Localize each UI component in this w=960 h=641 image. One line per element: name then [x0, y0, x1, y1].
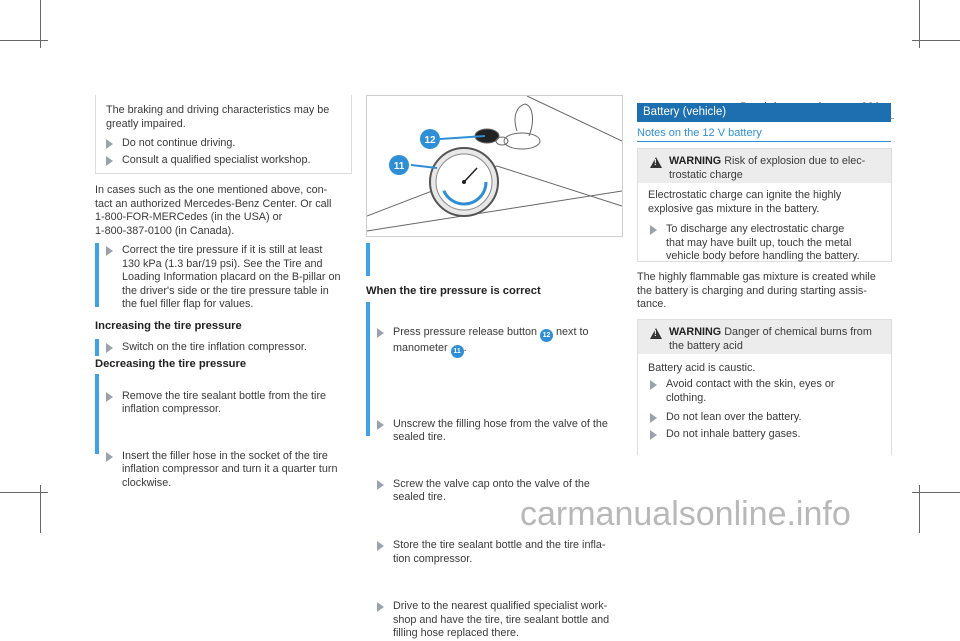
warning-head-text: trostatic charge: [669, 168, 743, 181]
section-title: Battery (vehicle): [643, 106, 727, 118]
step-line: Insert the filler hose in the socket of the tire: [122, 449, 328, 462]
instruction-step: Switch on the tire inflation compressor.: [100, 341, 960, 355]
step-line: the driver's side or the tire pressure table in: [122, 284, 329, 297]
para-line: The highly flammable gas mixture is created while: [637, 271, 876, 283]
paragraph: [95, 184, 355, 238]
step-line: Drive to the nearest qualified specialist work-: [393, 600, 608, 613]
para-line: tact an authorized Mercedes-Benz Center. Or call: [95, 197, 332, 210]
note-text: The braking and driving characteristics may be greatly impaired.: [106, 104, 330, 130]
warning-head: [669, 326, 889, 353]
para-line: the battery is charging and during starting assis-: [637, 284, 867, 297]
instruction-bar: [95, 243, 99, 307]
instruction-bar: [366, 302, 370, 436]
warning-box: [637, 319, 892, 455]
para-line: 1-800-387-0100 (in Canada).: [95, 224, 235, 237]
compressor-figure: [366, 95, 623, 237]
subtitle-rule: [637, 141, 891, 142]
warning-label: WARNING: [669, 326, 722, 338]
instruction-step: [371, 539, 960, 566]
figure-label-11: 11: [393, 161, 405, 172]
instruction-bar: [366, 243, 370, 276]
warning-head-text: the battery acid: [669, 339, 743, 352]
step-line: Store the tire sealant bottle and the tire infla-: [393, 538, 606, 551]
para-line: In cases such as the one mentioned above, con-: [95, 184, 328, 196]
step-line: Remove the tire sealant bottle from the tire: [122, 389, 327, 402]
label-11-badge: 11: [451, 345, 464, 358]
warning-head-text: Danger of chemical burns from: [724, 326, 872, 338]
step-line: Screw the valve cap onto the valve of the: [393, 477, 590, 490]
section-title-bar: [637, 103, 891, 122]
step-line: inflation compressor.: [122, 403, 222, 416]
warning-icon: [650, 157, 662, 168]
warning-bullet: [644, 223, 860, 264]
step-line: Unscrew the filling hose from the valve of the: [393, 417, 608, 430]
instruction-step: Press pressure release button 12 next to manometer 11 .: [371, 326, 643, 358]
instruction-bar: [95, 374, 99, 454]
note-bullet: Consult a qualified specialist workshop.: [100, 154, 310, 168]
compressor-illustration: [367, 96, 622, 236]
bullet-line: To discharge any electrostatic charge: [666, 223, 845, 235]
step-line: Loading Information placard on the B-pillar on: [122, 271, 341, 284]
warning-bullet: [644, 378, 834, 405]
para-line: 1-800-FOR-MERCedes (in the USA) or: [95, 211, 283, 224]
body-line: Electrostatic charge can ignite the highly: [648, 189, 842, 201]
warning-icon: [650, 328, 662, 339]
paragraph: [637, 271, 876, 312]
watermark: carmanualsonline.info: [520, 495, 851, 533]
heading-correct: When the tire pressure is correct: [366, 285, 541, 297]
label-12-badge: 12: [540, 329, 553, 342]
bullet-line: vehicle body before handling the battery.: [666, 250, 860, 263]
step-line: the fuel filler flap for values.: [122, 298, 254, 311]
step-text: Press pressure release button: [393, 325, 538, 338]
step-line: 130 kPa (1.3 bar/19 psi). See the Tire and: [122, 257, 323, 270]
step-line: sealed tire.: [393, 431, 446, 444]
step-line: Correct the tire pressure if it is still at least: [122, 244, 323, 256]
bullet-line: Avoid contact with the skin, eyes or: [666, 378, 835, 390]
heading-decrease: Decreasing the tire pressure: [95, 358, 247, 370]
step-line: sealed tire.: [393, 491, 446, 504]
step-line: clockwise.: [122, 476, 172, 489]
crop-mark: [0, 40, 48, 41]
bullet-line: clothing.: [666, 391, 707, 404]
step-text: manometer: [393, 341, 448, 354]
para-line: tance.: [637, 298, 667, 311]
instruction-step: [371, 600, 960, 641]
warning-body: [648, 189, 841, 216]
crop-mark: [912, 40, 960, 41]
bullet-line: that may have built up, touch the metal: [666, 236, 852, 249]
warning-bullet: Do not inhale battery gases.: [644, 428, 800, 442]
manometer-gauge: [430, 148, 498, 216]
instruction-step: [100, 244, 377, 312]
warning-label: WARNING: [669, 155, 722, 167]
note-box: [95, 95, 352, 174]
step-line: inflation compressor and turn it a quarter turn: [122, 463, 338, 476]
instruction-bar: [95, 339, 99, 356]
step-line: shop and have the tire, tire sealant bottle and: [393, 613, 610, 626]
subtitle: Notes on the 12 V battery: [637, 127, 762, 139]
figure-label-12: 12: [424, 135, 436, 146]
warning-head: [669, 155, 889, 182]
step-line: filling hose replaced there.: [393, 627, 520, 640]
note-bullet: Do not continue driving.: [100, 137, 235, 151]
warning-bullet: Do not lean over the battery.: [644, 411, 801, 425]
step-text: next to: [556, 325, 589, 338]
step-line: tion compressor.: [393, 552, 473, 565]
warning-box: [637, 148, 892, 262]
warning-head-text: Risk of explosion due to elec-: [724, 155, 866, 167]
heading-increase: Increasing the tire pressure: [95, 320, 242, 332]
crop-mark: [0, 492, 48, 493]
body-line: explosive gas mixture in the battery.: [648, 202, 820, 215]
warning-body: Battery acid is caustic.: [648, 362, 756, 374]
